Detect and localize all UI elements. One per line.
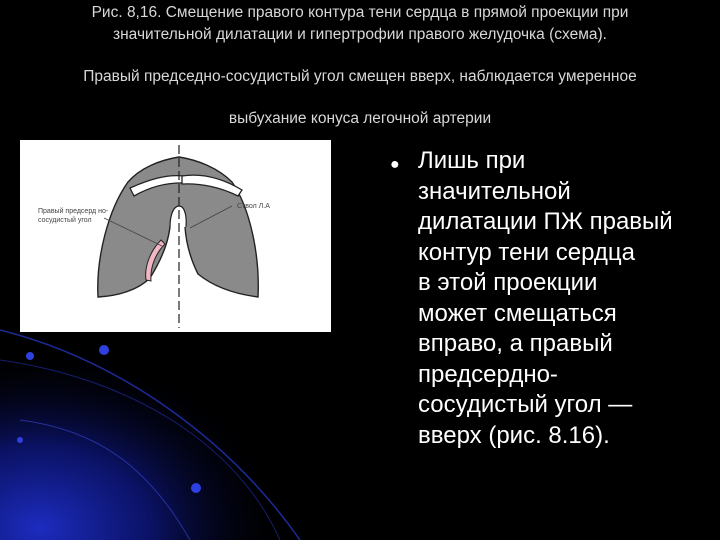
bullet-marker: ●	[390, 156, 400, 173]
figure-caption-line-4: выбухание конуса легочной артерии	[228, 110, 492, 127]
figure-caption-line-1: Рис. 8,16. Смещение правого контура тени сердца в прямой проекции при	[91, 4, 629, 21]
figure-caption-line-3: Правый председно-сосудистый угол смещен вверх, наблюдается умеренное	[83, 68, 637, 85]
figure-caption-line-2: значительной дилатации и гипертрофии правого желудочка (схема).	[113, 26, 607, 43]
label-pulmonary-trunk: Ствол Л.А	[237, 203, 270, 210]
heart-shadow-diagram	[20, 140, 331, 332]
label-right-atrio-vascular-angle: Правый предсерд но-сосудистый угол	[38, 208, 109, 224]
bullet-text: Лишь при значительной дилатации ПЖ правый контур тени сердца в этой проекции может смещаться вправо, а правый предсердно- сосудистый угол — вверх (рис. 8.16).	[418, 147, 673, 449]
heart-shadow-schema	[20, 140, 331, 332]
